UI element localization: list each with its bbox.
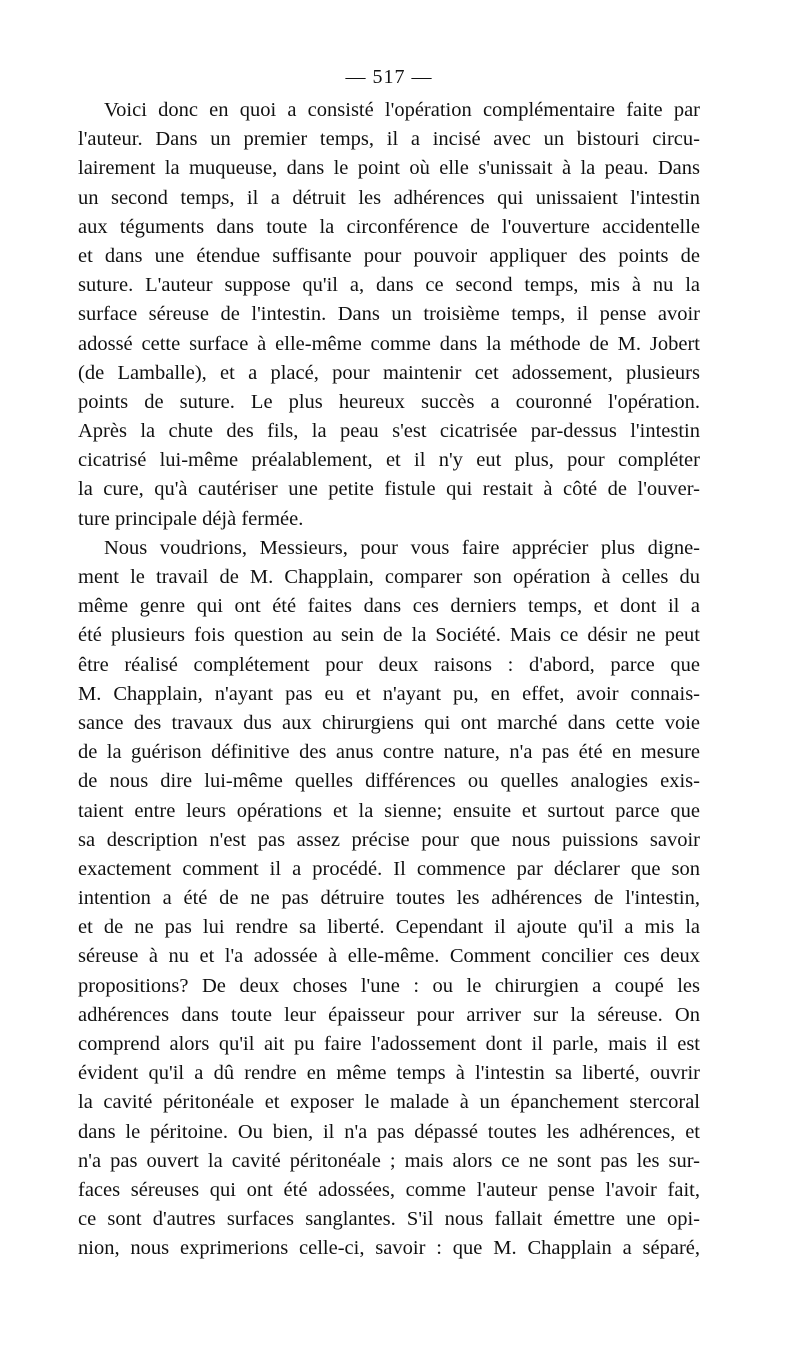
text-line: points de suture. Le plus heureux succès a couronné l'opération. [78, 390, 700, 413]
text-line: la cure, qu'à cautériser une petite fistule qui restait à côté de l'ouver- [78, 478, 700, 501]
text-line: dans le péritoine. Ou bien, il n'a pas dépassé toutes les adhérences, et [78, 1120, 700, 1143]
text-line: aux téguments dans toute la circonférence de l'ouverture accidentelle [78, 215, 700, 238]
text-line: et dans une étendue suffisante pour pouvoir appliquer des points de [78, 244, 700, 267]
text-line: la cavité péritonéale et exposer le malade à un épanchement stercoral [78, 1091, 700, 1114]
text-line: ture principale déjà fermée. [78, 507, 304, 530]
text-line: faces séreuses qui ont été adossées, comme l'auteur pense l'avoir fait, [78, 1178, 700, 1201]
text-line: même genre qui ont été faites dans ces derniers temps, et dont il a [78, 595, 700, 618]
text-line: taient entre leurs opérations et la sienne; ensuite et surtout parce que [78, 799, 700, 822]
text-line: suture. L'auteur suppose qu'il a, dans ce second temps, mis à nu la [78, 274, 700, 297]
text-line: adossé cette surface à elle-même comme dans la méthode de M. Jobert [78, 332, 700, 355]
text-line: propositions? De deux choses l'une : ou le chirurgien a coupé les [78, 974, 700, 997]
text-line: adhérences dans toute leur épaisseur pour arriver sur la séreuse. On [78, 1003, 700, 1026]
text-line: M. Chapplain, n'ayant pas eu et n'ayant pu, en effet, avoir connais- [78, 682, 700, 705]
text-line: l'auteur. Dans un premier temps, il a incisé avec un bistouri circu- [78, 128, 700, 151]
text-line: cicatrisé lui-même préalablement, et il n'y eut plus, pour compléter [78, 449, 700, 472]
text-line: nion, nous exprimerions celle-ci, savoir : que M. Chapplain a séparé, [78, 1237, 700, 1260]
text-line: été plusieurs fois question au sein de la Société. Mais ce désir ne peut [78, 624, 700, 647]
text-line: Nous voudrions, Messieurs, pour vous faire apprécier plus digne- [104, 536, 700, 559]
page-number: — 517 — [345, 66, 433, 88]
text-line: de nous dire lui-même quelles différences ou quelles analogies exis- [78, 770, 700, 793]
text-line: comprend alors qu'il ait pu faire l'adossement dont il parle, mais il est [78, 1033, 700, 1055]
text-line: intention a été de ne pas détruire toutes les adhérences de l'intestin, [78, 887, 700, 910]
text-line: surface séreuse de l'intestin. Dans un troisième temps, il pense avoir [78, 303, 700, 326]
text-line: Voici donc en quoi a consisté l'opération complémentaire faite par [104, 99, 700, 121]
text-line: et de ne pas lui rendre sa liberté. Cependant il ajoute qu'il a mis la [78, 916, 700, 939]
text-line: être réalisé complétement pour deux raisons : d'abord, parce que [78, 653, 700, 676]
text-line: ment le travail de M. Chapplain, comparer son opération à celles du [78, 566, 700, 588]
page-body [78, 62, 700, 1264]
text-line: de la guérison définitive des anus contre nature, n'a pas été en mesure [78, 741, 700, 764]
text-line: ce sont d'autres surfaces sanglantes. S'il nous fallait émettre une opi- [78, 1208, 700, 1231]
text-line: séreuse à nu et l'a adossée à elle-même. Comment concilier ces deux [78, 945, 700, 968]
text-line: sance des travaux dus aux chirurgiens qui ont marché dans cette voie [78, 711, 700, 734]
text-line: exactement comment il a procédé. Il commence par déclarer que son [78, 857, 700, 880]
text-line: un second temps, il a détruit les adhérences qui unissaient l'intestin [78, 186, 700, 209]
paragraph-2 [78, 534, 700, 1264]
text-line: évident qu'il a dû rendre en même temps à l'intestin sa liberté, ouvrir [78, 1062, 700, 1085]
paragraph-1 [78, 96, 700, 534]
text-line: Après la chute des fils, la peau s'est cicatrisée par-dessus l'intestin [78, 420, 700, 443]
text-line: (de Lamballe), et a placé, pour maintenir cet adossement, plusieurs [78, 361, 700, 384]
text-line: sa description n'est pas assez précise pour que nous puissions savoir [78, 828, 700, 851]
text-line: n'a pas ouvert la cavité péritonéale ; mais alors ce ne sont pas les sur- [78, 1149, 700, 1172]
text-line: lairement la muqueuse, dans le point où elle s'unissait à la peau. Dans [78, 157, 700, 180]
